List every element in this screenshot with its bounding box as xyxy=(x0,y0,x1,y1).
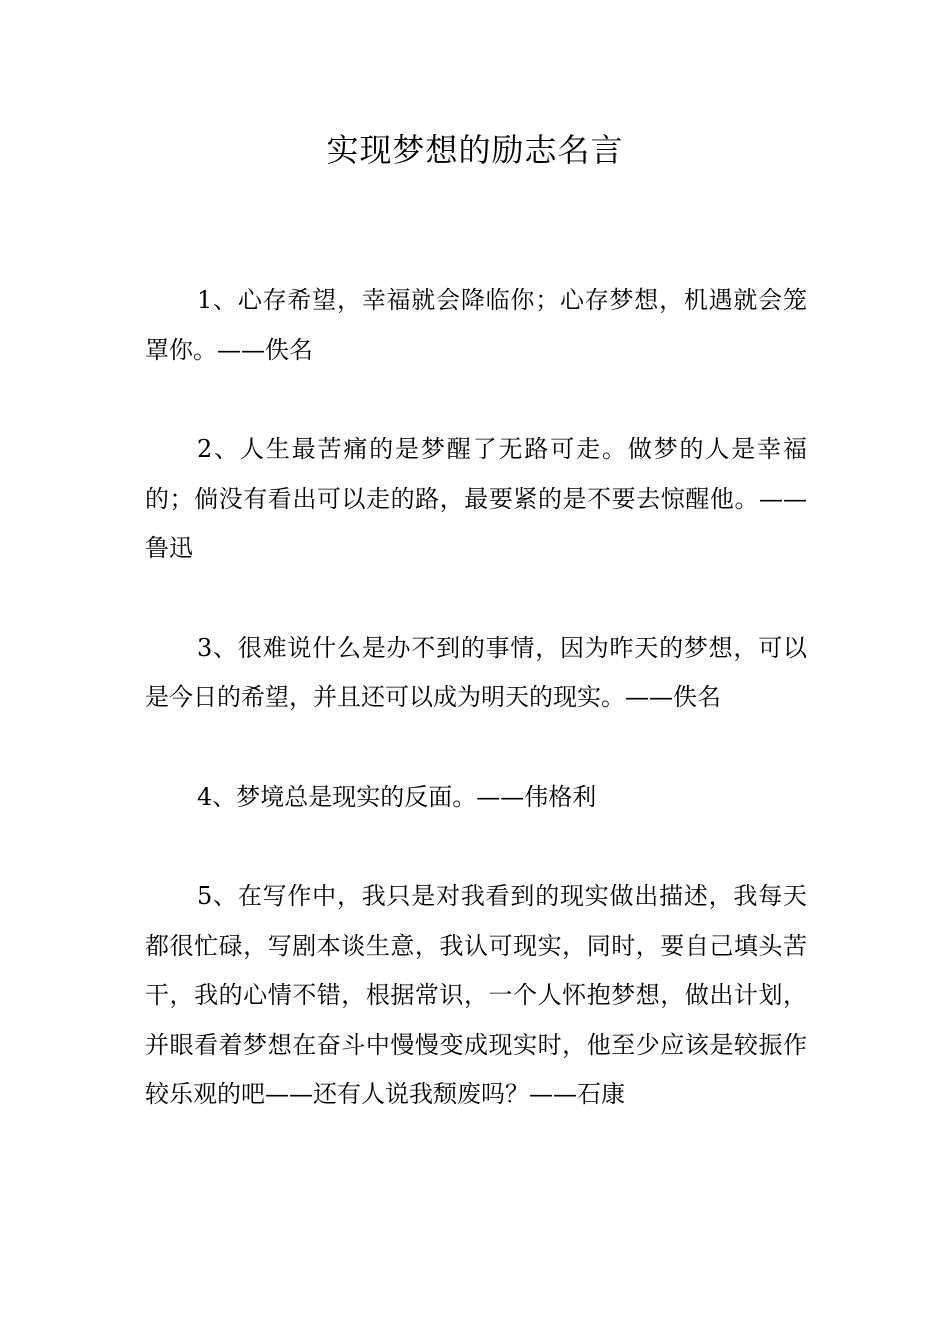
quote-paragraph-5: 5、在写作中，我只是对我看到的现实做出描述，我每天都很忙碌，写剧本谈生意，我认可现实，同时，要自己填头苦干，我的心情不错，根据常识，一个人怀抱梦想，做出计划，并眼看着梦想在奋斗中慢慢变成现实时，他至少应该是较振作较乐观的吧——还有人说我颓废吗？——石康 xyxy=(145,882,807,1108)
quote-paragraph-4: 4、梦境总是现实的反面。——伟格利 xyxy=(197,782,597,811)
quote-paragraph-3: 3、很难说什么是办不到的事情，因为昨天的梦想，可以是今日的希望，并且还可以成为明天的现实。——佚名 xyxy=(145,633,807,711)
quote-paragraph-2: 2、人生最苦痛的是梦醒了无路可走。做梦的人是幸福的；倘没有看出可以走的路，最要紧的是不要去惊醒他。——鲁迅 xyxy=(145,435,807,562)
document-title: 实现梦想的励志名言 xyxy=(326,131,624,169)
document-body xyxy=(145,276,807,1170)
quote-paragraph-1: 1、心存希望，幸福就会降临你；心存梦想，机遇就会笼罩你。——佚名 xyxy=(145,286,807,364)
